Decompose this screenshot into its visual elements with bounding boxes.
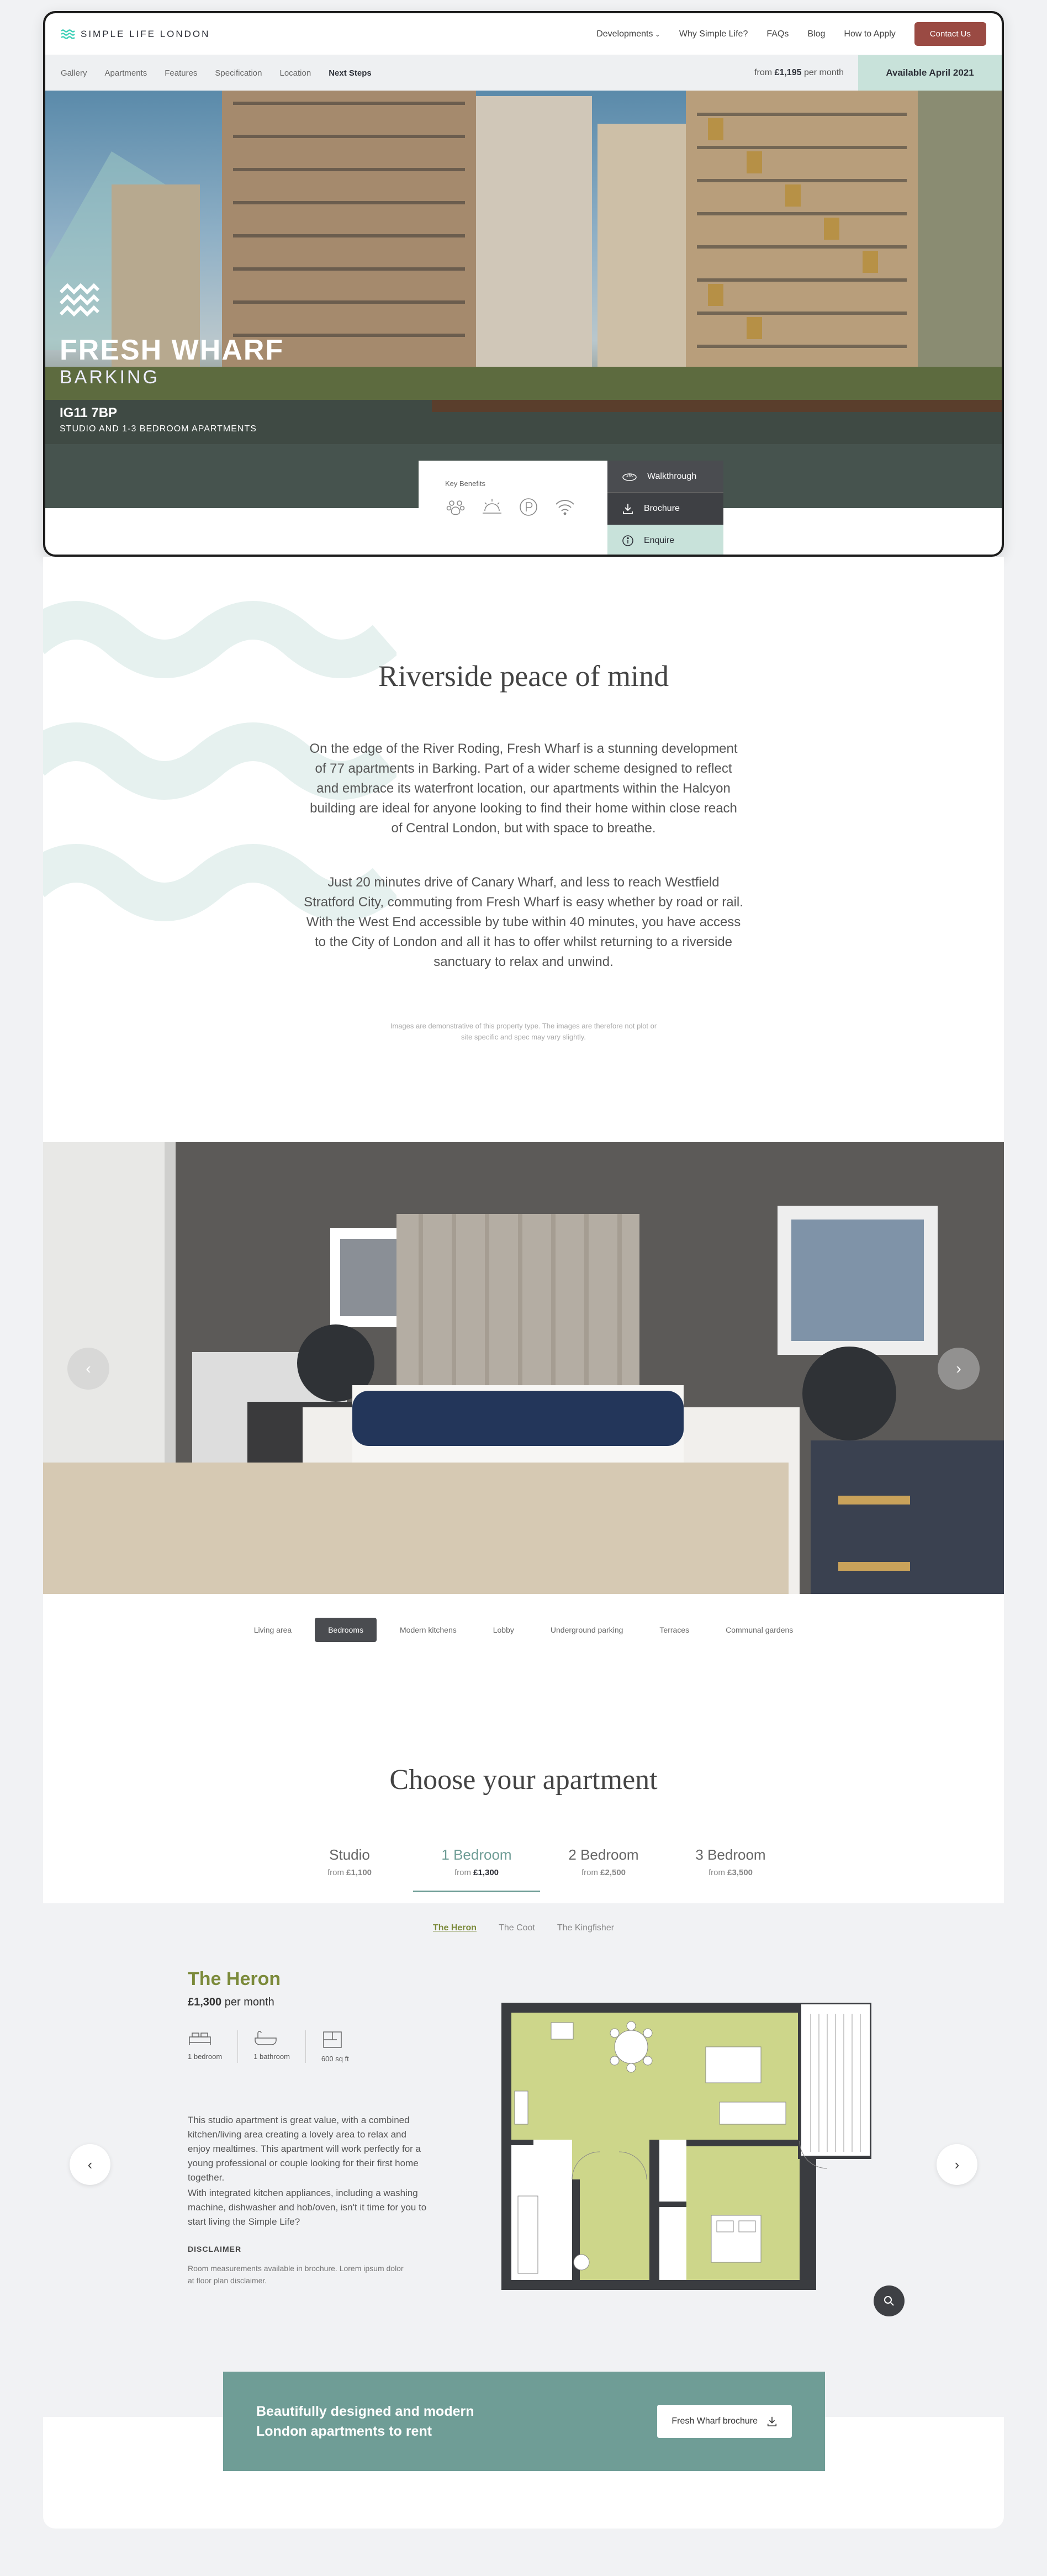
apartment-prev-button[interactable] — [70, 2144, 110, 2185]
gallery-tab-terraces[interactable]: Terraces — [659, 1625, 690, 1634]
disclaimer-heading: DISCLAIMER — [188, 2245, 242, 2253]
gallery-slider — [43, 1142, 1004, 1594]
nav-developments[interactable]: Developments ⌄ — [596, 29, 660, 39]
logo-text: SIMPLE LIFE LONDON — [81, 28, 210, 39]
intro-paragraph-2: Just 20 minutes drive of Canary Wharf, and less to reach Westfield Stratford City, commuting from Fresh Wharf is easy whether by road or rail. With the West End accessible by tube within 40 minutes, you have access to the City of London and all it has to offer whilst returning to a riverside sanctuary to relax and unwind. — [304, 875, 743, 969]
header — [45, 13, 1002, 55]
brochure-cta-banner — [223, 2372, 825, 2471]
bath-icon — [253, 2030, 278, 2047]
subnav-specification[interactable]: Specification — [215, 68, 262, 78]
gallery-tab-living-area[interactable]: Living area — [253, 1625, 292, 1634]
subnav-gallery[interactable]: Gallery — [61, 68, 87, 78]
apartment-name: The Heron — [188, 1968, 281, 1989]
intro-section — [43, 557, 1004, 1142]
subnav-features[interactable]: Features — [165, 68, 198, 78]
key-benefits — [419, 461, 607, 557]
image-disclaimer: Images are demonstrative of this property type. The images are therefore not plot or site specific and spec may vary slightly. — [390, 1022, 657, 1041]
chevron-right-icon: › — [956, 1360, 961, 1377]
apartment-type-tabs — [286, 1846, 794, 1892]
sunrise-icon — [482, 497, 503, 518]
feature-area: 600 sq ft — [321, 2030, 364, 2063]
intro-title: Riverside peace of mind — [378, 659, 669, 693]
feature-bedrooms: 1 bedroom — [188, 2030, 238, 2063]
brochure-download-button[interactable]: Fresh Wharf brochure — [657, 2405, 792, 2438]
apt-tab-3-bedroom[interactable]: 3 Bedroom from £3,500 — [695, 1846, 766, 1877]
gallery-tab-bedrooms[interactable]: Bedrooms — [315, 1618, 377, 1642]
hero-postcode: IG11 7BP — [60, 405, 118, 420]
hero-subtitle: STUDIO AND 1-3 BEDROOM APARTMENTS — [60, 424, 257, 434]
zoom-floorplan-button[interactable] — [874, 2285, 905, 2316]
apartment-price: £1,300 per month — [188, 1996, 274, 2008]
gallery-prev-button[interactable] — [67, 1348, 109, 1390]
hero-buildings-illustration — [45, 91, 1002, 508]
360-view-icon — [622, 472, 637, 482]
hero-title: FRESH WHARF — [60, 334, 284, 366]
waves-emblem-icon — [60, 281, 99, 318]
parking-icon — [518, 497, 539, 518]
gallery-tab-modern-kitchens[interactable]: Modern kitchens — [400, 1625, 457, 1634]
choose-apartment-title: Choose your apartment — [389, 1764, 658, 1796]
hero-area: BARKING — [60, 367, 160, 388]
nav-how-to-apply[interactable]: How to Apply — [844, 29, 896, 39]
apartment-description-2: With integrated kitchen appliances, including a washing machine, dishwasher and hob/oven, isn't it time for you to start living the Simple Life? — [188, 2188, 427, 2227]
walkthrough-button[interactable]: 360 Walkthrough — [607, 461, 723, 493]
subnav-apartments[interactable]: Apartments — [104, 68, 147, 78]
magnifier-icon — [884, 2295, 895, 2306]
gallery-tabs — [43, 1594, 1004, 1666]
variant-the-kingfisher[interactable]: The Kingfisher — [557, 1923, 615, 1933]
hero-actions — [607, 461, 723, 557]
chevron-right-icon: › — [954, 2156, 960, 2173]
gallery-next-button[interactable] — [938, 1348, 980, 1390]
apartment-description-1: This studio apartment is great value, with a combined kitchen/living area creating a lovely area to relax and enjoy mealtimes. This apartment will work perfectly for a young professional or couple looking for their first home together. — [188, 2115, 421, 2183]
apt-tab-studio[interactable]: Studio from £1,100 — [327, 1846, 372, 1877]
apartment-variants — [43, 1923, 1004, 1933]
apartment-next-button[interactable] — [937, 2144, 977, 2185]
subnav-next-steps[interactable]: Next Steps — [329, 68, 372, 78]
bed-icon — [188, 2030, 212, 2047]
top-card — [43, 11, 1004, 557]
price-from: from £1,195 per month — [754, 68, 844, 77]
nav-why-simple-life[interactable]: Why Simple Life? — [679, 29, 748, 39]
nav-faqs[interactable]: FAQs — [766, 29, 789, 39]
apartment-detail-panel — [43, 1903, 1004, 2417]
disclaimer-text: Room measurements available in brochure. Lorem ipsum dolor at floor plan disclaimer. — [188, 2264, 404, 2285]
chevron-left-icon: ‹ — [86, 1360, 91, 1377]
waves-logo-icon — [61, 29, 75, 40]
apt-tab-1-bedroom[interactable]: 1 Bedroom from £1,300 — [413, 1846, 540, 1892]
download-icon — [766, 2416, 778, 2427]
nav-blog[interactable]: Blog — [807, 29, 826, 39]
wifi-icon — [554, 497, 575, 518]
brochure-button[interactable]: Brochure — [607, 493, 723, 525]
svg-text:360: 360 — [626, 473, 634, 478]
gallery-tab-underground-parking[interactable]: Underground parking — [550, 1625, 623, 1634]
contact-us-button[interactable]: Contact Us — [914, 22, 986, 46]
intro-paragraph-1: On the edge of the River Roding, Fresh Wharf is a stunning development of 77 apartments in Barking. Part of a wider scheme designed to reflect and embrace its waterfront location, our apartments within the Halcyon building are ideal for anyone looking to find their home within close reach of Central London, but with space to breathe. — [309, 741, 738, 836]
main-content — [43, 557, 1004, 2529]
chevron-left-icon: ‹ — [87, 2156, 93, 2173]
download-icon — [622, 503, 634, 515]
apartment-features — [188, 2030, 364, 2063]
feature-bathrooms: 1 bathroom — [253, 2030, 306, 2063]
variant-the-coot[interactable]: The Coot — [499, 1923, 535, 1933]
enquire-button[interactable]: Enquire — [607, 525, 723, 557]
sub-nav — [45, 55, 1002, 91]
available-badge: Available April 2021 — [858, 55, 1002, 91]
pet-paw-icon — [445, 497, 466, 518]
main-nav — [596, 22, 986, 46]
floor-plan[interactable] — [501, 2003, 871, 2290]
gallery-tab-lobby[interactable]: Lobby — [493, 1625, 514, 1634]
variant-the-heron[interactable]: The Heron — [432, 1923, 477, 1933]
key-benefits-label: Key Benefits — [445, 479, 485, 488]
gallery-tab-communal-gardens[interactable]: Communal gardens — [726, 1625, 794, 1634]
floor-area-icon — [321, 2030, 343, 2049]
subnav-location[interactable]: Location — [279, 68, 311, 78]
hero-image — [45, 91, 1002, 508]
info-icon — [622, 535, 634, 547]
logo[interactable] — [61, 29, 210, 40]
cta-text: Beautifully designed and modern London apartments to rent — [256, 2404, 474, 2439]
apt-tab-2-bedroom[interactable]: 2 Bedroom from £2,500 — [568, 1846, 639, 1877]
bedroom-photo — [43, 1142, 1004, 1594]
